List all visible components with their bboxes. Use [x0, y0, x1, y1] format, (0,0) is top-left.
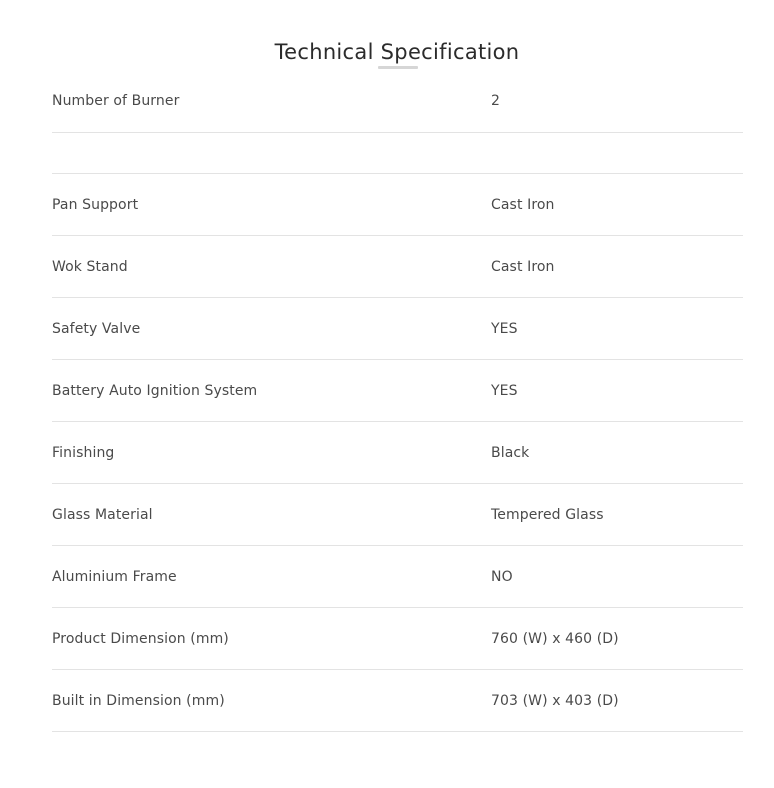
spec-row-wok-stand	[52, 236, 743, 298]
spec-row-blank	[52, 133, 743, 174]
spec-label: Built in Dimension (mm)	[52, 692, 225, 709]
spec-row-number-of-burner	[52, 70, 743, 133]
spec-row-battery-auto-ignition	[52, 360, 743, 422]
spec-row-finishing	[52, 422, 743, 484]
spec-label: Safety Valve	[52, 320, 141, 337]
spec-label: Aluminium Frame	[52, 568, 177, 585]
spec-row-safety-valve	[52, 298, 743, 360]
spec-row-glass-material	[52, 484, 743, 546]
spec-row-pan-support	[52, 174, 743, 236]
spec-value: Black	[491, 444, 530, 461]
spec-value: Cast Iron	[491, 258, 555, 275]
spec-label: Finishing	[52, 444, 115, 461]
spec-value: Tempered Glass	[491, 506, 604, 523]
spec-row-product-dimension	[52, 608, 743, 670]
spec-value: 760 (W) x 460 (D)	[491, 630, 619, 647]
spec-value: YES	[491, 382, 518, 399]
spec-row-aluminium-frame	[52, 546, 743, 608]
spec-table	[52, 70, 743, 732]
spec-value: YES	[491, 320, 518, 337]
page-title: Technical Specification	[274, 40, 520, 65]
spec-label: Glass Material	[52, 506, 153, 523]
spec-label: Product Dimension (mm)	[52, 630, 229, 647]
spec-row-built-in-dimension	[52, 670, 743, 732]
spec-label: Wok Stand	[52, 258, 128, 275]
spec-value: 2	[491, 93, 501, 109]
spec-label: Number of Burner	[52, 93, 180, 109]
spec-label: Pan Support	[52, 196, 139, 213]
spec-label: Battery Auto Ignition System	[52, 382, 258, 399]
spec-value: Cast Iron	[491, 196, 555, 213]
spec-value: 703 (W) x 403 (D)	[491, 692, 619, 709]
title-underline	[378, 66, 418, 69]
spec-value: NO	[491, 568, 513, 585]
